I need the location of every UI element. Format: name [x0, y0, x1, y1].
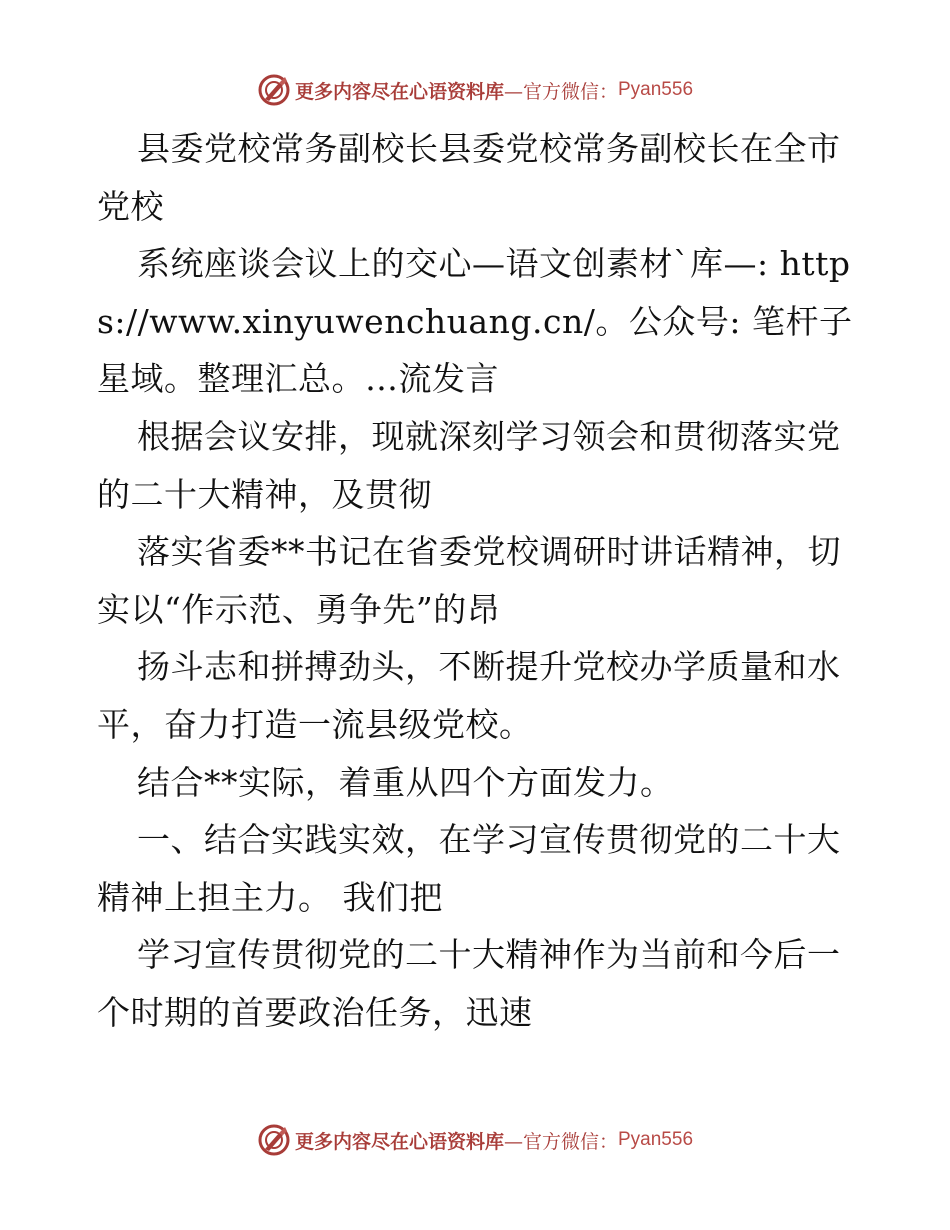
footer-banner-label: —官方微信：	[503, 1130, 618, 1153]
footer-banner-title: 更多内容尽在心语资料库	[294, 1130, 504, 1153]
footer-banner-wechat-id: Pyan556	[618, 1129, 694, 1150]
paragraph-6: 结合**实际，着重从四个方面发力。	[137, 762, 674, 802]
paragraph-2: 系统座谈会议上的交心—语文创素材`库—: https://www.xinyuwenchuang.cn/。公众号: 笔杆子星域。整理汇总。…流发言	[97, 244, 853, 399]
paragraph-7: 一、结合实践实效，在学习宣传贯彻党的二十大精神上担主力。 我们把	[97, 820, 841, 917]
paragraph-8: 学习宣传贯彻党的二十大精神作为当前和今后一个时期的首要政治任务，迅速	[97, 935, 841, 1032]
footer-banner	[0, 1120, 950, 1160]
header-banner-title: 更多内容尽在心语资料库	[294, 80, 504, 103]
brand-logo-icon	[257, 1123, 291, 1157]
brand-logo-icon	[257, 73, 291, 107]
paragraph-3: 根据会议安排，现就深刻学习领会和贯彻落实党的二十大精神，及贯彻	[97, 416, 841, 514]
header-banner-wechat-id: Pyan556	[618, 79, 694, 100]
paragraph-1: 县委党校常务副校长县委党校常务副校长在全市党校	[97, 129, 841, 226]
paragraph-5: 扬斗志和拼搏劲头，不断提升党校办学质量和水平，奋力打造一流县级党校。	[97, 647, 841, 744]
paragraph-4: 落实省委**书记在省委党校调研时讲话精神，切实以“作示范、勇争先”的昂	[97, 532, 841, 629]
header-banner	[0, 70, 950, 110]
document-body	[97, 120, 857, 1042]
header-banner-label: —官方微信：	[503, 80, 618, 103]
